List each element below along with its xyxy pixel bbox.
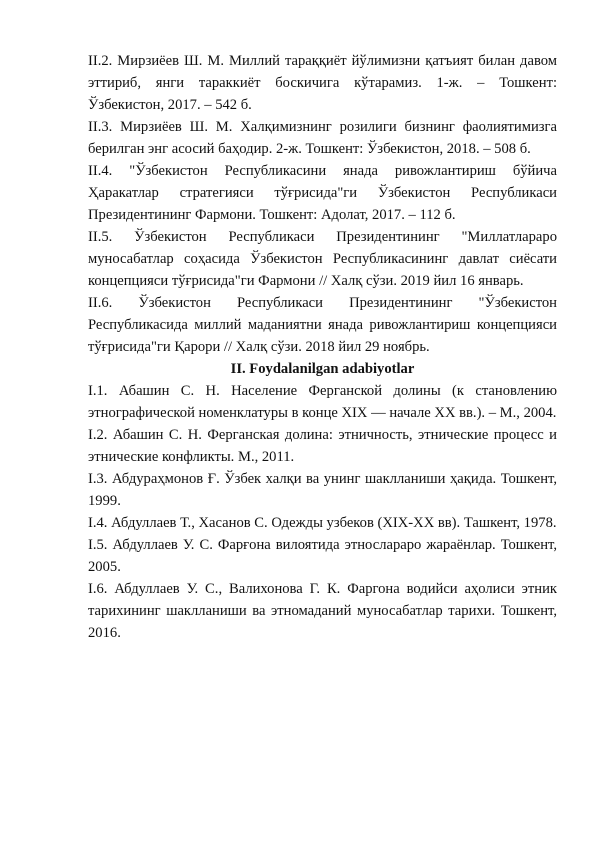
reference-item-II-3: II.3. Мирзиёев Ш. М. Халқимизнинг розилиги бизнинг фаолиятимизга берилган энг асосий баҳодир. 2-ж. Тошкент: Ўзбекистон, 2018. – 508 б. xyxy=(88,119,557,157)
reference-item-I-2: I.2. Абашин С. Н. Ферганская долина: этничность, этнические процесс и этнические конфликты. М., 2011. xyxy=(88,427,557,465)
reference-item-II-6: II.6. Ўзбекистон Республикаси Президентининг "Ўзбекистон Республикасида миллий маданиятни янада ривожлантириш концепцияси тўғрисида"ги Қарори // Халқ сўзи. 2018 йил 29 ноябрь. xyxy=(88,295,557,355)
reference-item-I-1: I.1. Абашин С. Н. Население Ферганской долины (к становлению этнографической номенклатуры в конце XIX — начале XX вв.). – М., 2004. xyxy=(88,383,557,421)
reference-item-II-2: II.2. Мирзиёев Ш. М. Миллий тараққиёт йўлимизни қатъият билан давом эттириб, янги тараккиёт боскичига кўтарамиз. 1-ж. – Тошкент: Ўзбекистон, 2017. – 542 б. xyxy=(88,53,557,113)
section-heading: II. Foydalanilgan adabiyotlar xyxy=(230,361,415,377)
document-page xyxy=(88,50,557,644)
reference-item-I-4: I.4. Абдуллаев Т., Хасанов С. Одежды узбеков (XIX-XX вв). Ташкент, 1978. xyxy=(88,515,557,531)
reference-item-II-4: II.4. "Ўзбекистон Республикасини янада ривожлантириш бўйича Ҳаракатлар стратегияси тўғрисида"ги Ўзбекистон Республикаси Президентининг Фармони. Тошкент: Адолат, 2017. – 112 б. xyxy=(88,163,557,223)
reference-item-II-5: II.5. Ўзбекистон Республикаси Президентининг "Миллатлараро муносабатлар соҳасида Ўзбекистон Республикасининг давлат сиёсати концепцияси тўғрисида"ги Фармони // Халқ сўзи. 2019 йил 16 январь. xyxy=(88,229,557,289)
reference-item-I-3: I.3. Абдураҳмонов Ғ. Ўзбек халқи ва унинг шаклланиши ҳақида. Тошкент, 1999. xyxy=(88,471,557,509)
reference-item-I-6: I.6. Абдуллаев У. С., Валихонова Г. К. Фаргона водийси аҳолиси этник тарихининг шаклланиши ва этномаданий муносабатлар тарихи. Тошкент, 2016. xyxy=(88,581,557,641)
reference-item-I-5: I.5. Абдуллаев У. С. Фарғона вилоятида этнослараро жараёнлар. Тошкент, 2005. xyxy=(88,537,557,575)
